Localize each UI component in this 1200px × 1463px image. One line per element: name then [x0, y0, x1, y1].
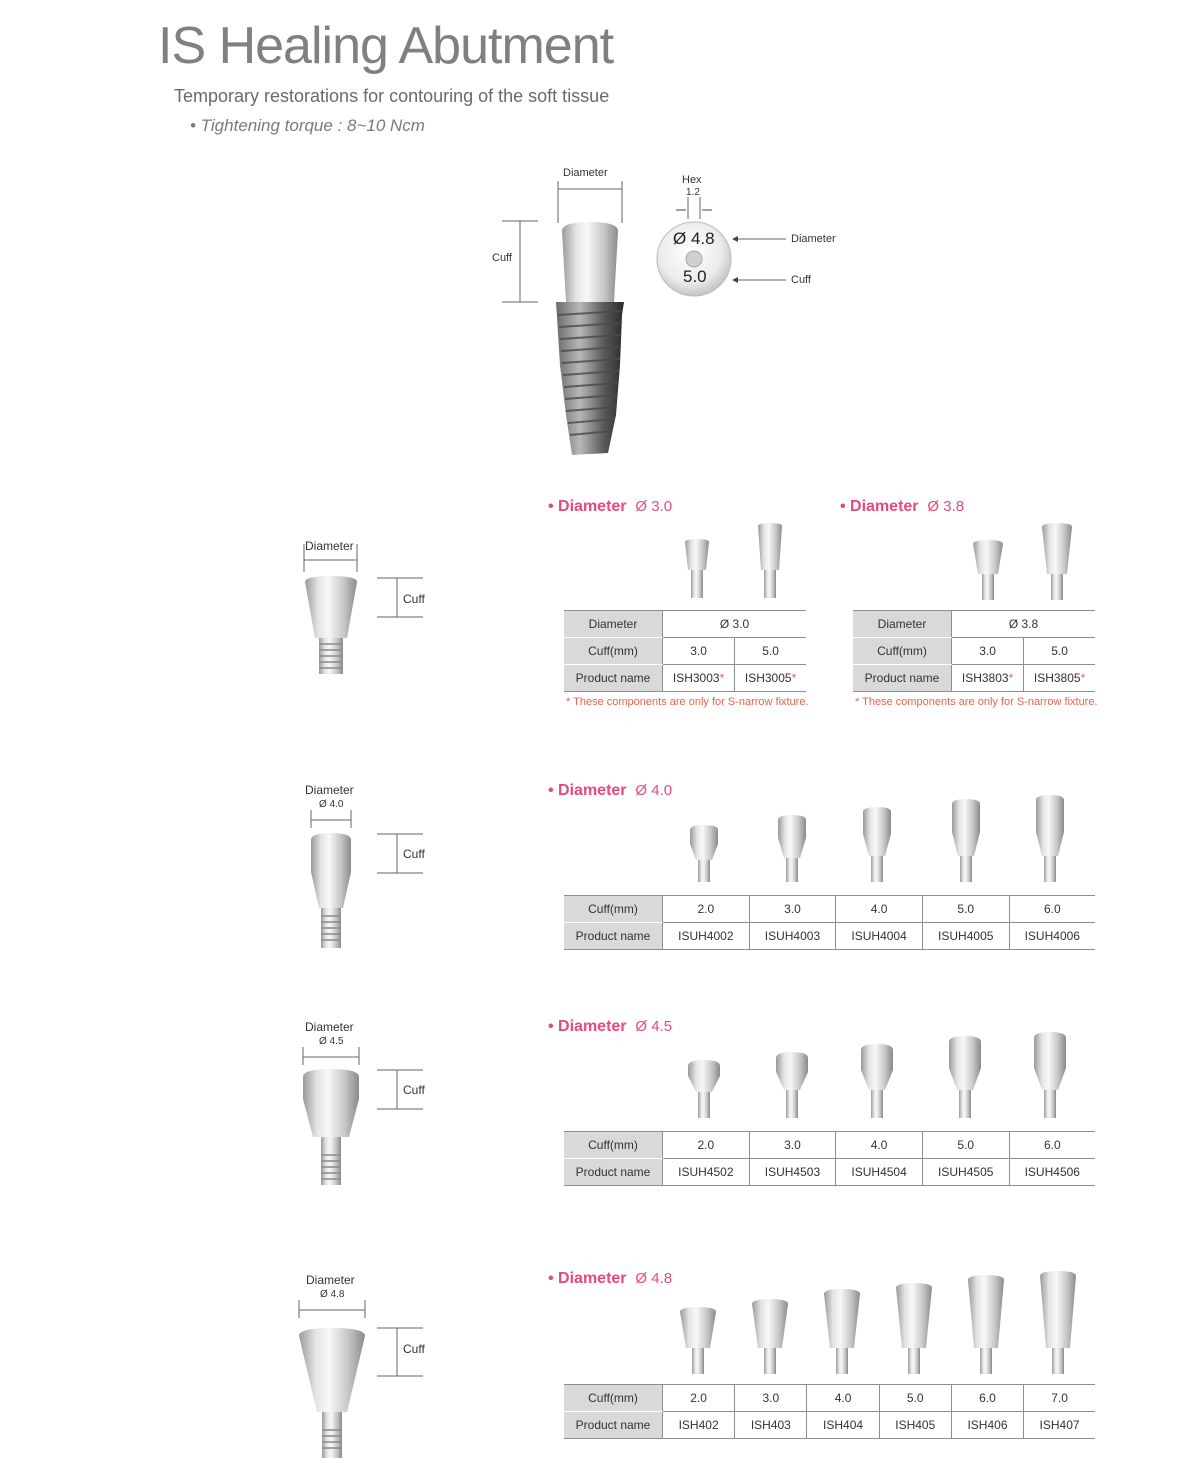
- callout-cuff-label: Cuff: [791, 274, 811, 286]
- note-d30: * These components are only for S-narrow fixture.: [566, 696, 809, 708]
- note-d38: * These components are only for S-narrow fixture.: [855, 696, 1098, 708]
- spec-table-d38: Diameter Ø 3.8 Cuff(mm) 3.0 5.0 Product name ISH3803* ISH3805*: [853, 610, 1095, 692]
- spec-table-d30: Diameter Ø 3.0 Cuff(mm) 3.0 5.0 Product name ISH3003* ISH3005*: [564, 610, 806, 692]
- main-diameter-label: Diameter: [563, 167, 608, 179]
- torque-note: • Tightening torque : 8~10 Ncm: [190, 116, 425, 135]
- spec-table-d48: Cuff(mm) 2.0 3.0 4.0 5.0 6.0 7.0 Product name ISH402 ISH403 ISH404 ISH405 ISH406 ISH407: [564, 1384, 1095, 1439]
- side-cuff-label-3: Cuff: [403, 1083, 425, 1097]
- side-diameter-label-1: Diameter: [305, 539, 354, 553]
- spec-table-d40: Cuff(mm) 2.0 3.0 4.0 5.0 6.0 Product name ISUH4002 ISUH4003 ISUH4004 ISUH4005 ISUH4006: [564, 895, 1095, 950]
- side-abutment-illustration-4: [295, 1290, 435, 1462]
- side-cuff-label-1: Cuff: [403, 592, 425, 606]
- section-heading-d30: • Diameter Ø 3.0: [548, 498, 673, 515]
- side-cuff-label-4: Cuff: [403, 1342, 425, 1356]
- side-abutment-illustration-3: [295, 1037, 435, 1192]
- side-diameter-value-4: Ø 4.8: [320, 1289, 345, 1300]
- side-cuff-label-2: Cuff: [403, 847, 425, 861]
- top-view-cuff: 5.0: [683, 267, 707, 286]
- product-thumbs-d48: [664, 1268, 1094, 1378]
- section-heading-d40: • Diameter Ø 4.0: [548, 782, 673, 799]
- page-subtitle: Temporary restorations for contouring of the soft tissue: [174, 86, 610, 106]
- product-thumbs-d38: [968, 520, 1088, 602]
- side-diameter-label-3: Diameter: [305, 1020, 354, 1034]
- side-diameter-value-3: Ø 4.5: [319, 1036, 344, 1047]
- main-cuff-label: Cuff: [492, 252, 512, 264]
- hex-label: Hex: [682, 174, 702, 186]
- section-heading-d48: • Diameter Ø 4.8: [548, 1270, 673, 1287]
- main-abutment-illustration: [490, 175, 850, 465]
- callout-diameter-label: Diameter: [791, 233, 836, 245]
- side-diameter-value-2: Ø 4.0: [319, 799, 344, 810]
- top-view-diameter: Ø 4.8: [673, 229, 715, 248]
- hex-value: 1.2: [686, 187, 700, 198]
- side-diameter-label-2: Diameter: [305, 783, 354, 797]
- side-abutment-illustration-2: [295, 800, 435, 955]
- section-heading-d38: • Diameter Ø 3.8: [840, 498, 965, 515]
- side-diameter-label-4: Diameter: [306, 1273, 355, 1287]
- product-thumbs-d30: [680, 520, 790, 602]
- product-thumbs-d40: [664, 794, 1094, 886]
- page-title: IS Healing Abutment: [158, 17, 614, 75]
- side-abutment-illustration-1: [295, 540, 435, 680]
- section-heading-d45: • Diameter Ø 4.5: [548, 1018, 673, 1035]
- spec-table-d45: Cuff(mm) 2.0 3.0 4.0 5.0 6.0 Product name ISUH4502 ISUH4503 ISUH4504 ISUH4505 ISUH4506: [564, 1131, 1095, 1186]
- product-thumbs-d45: [664, 1030, 1094, 1122]
